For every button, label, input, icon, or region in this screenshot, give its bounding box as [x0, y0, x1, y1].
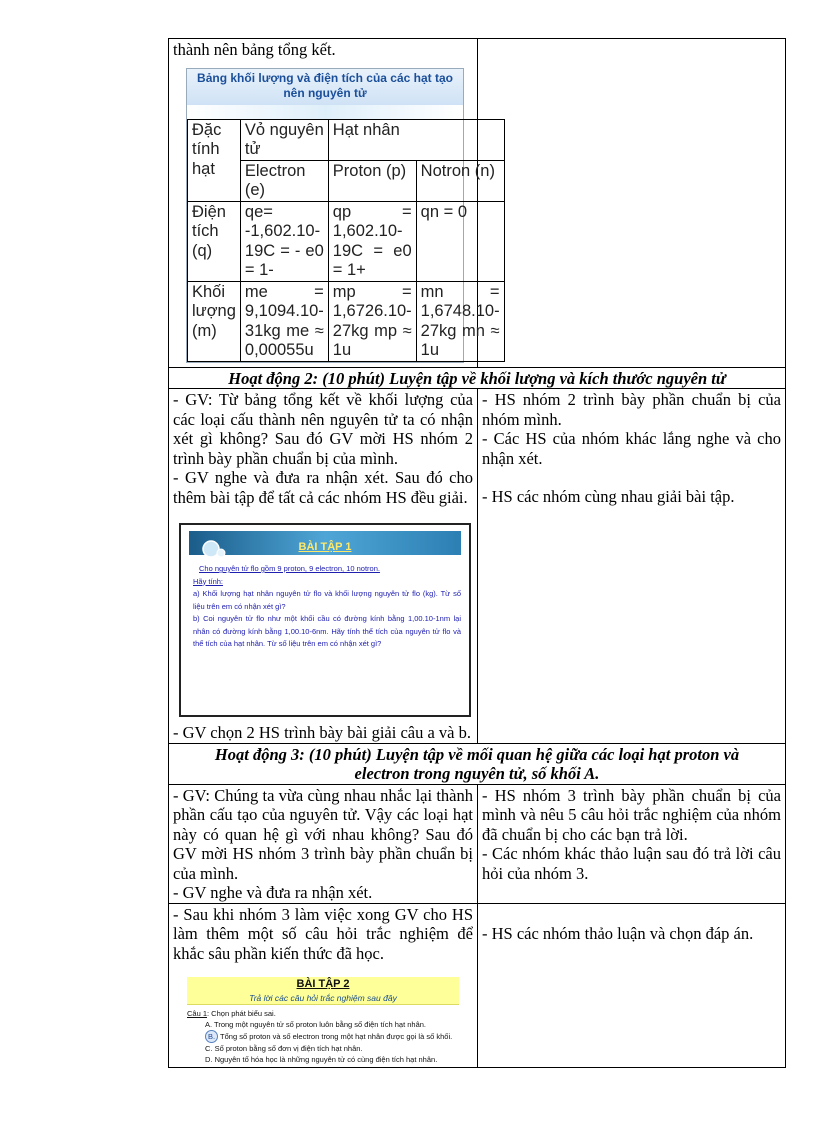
table-cell: me = 9,1094.10-31kg me ≈ 0,00055u: [240, 281, 328, 361]
paragraph: - HS nhóm 3 trình bày phần chuẩn bị của mình và nêu 5 câu hỏi trắc nghiệm của nhóm đã chuẩn bị cho các bạn trả lời.: [482, 785, 781, 844]
paragraph: thành nên bảng tổng kết.: [173, 40, 336, 59]
right-cell: [478, 784, 786, 903]
left-cell: [169, 784, 478, 903]
paragraph: - GV chọn 2 HS trình bày bài giải câu a và b.: [173, 723, 471, 742]
table-header: Notron (n): [416, 160, 504, 201]
lesson-table: [168, 38, 786, 1068]
slide-body: [193, 563, 461, 651]
answer-option: [187, 1030, 459, 1043]
paragraph: - GV nghe và đưa ra nhận xét. Sau đó cho thêm bài tập để tất cả các nhóm HS đều giải.: [173, 468, 473, 507]
table-row: [169, 903, 786, 1068]
table-header: Vỏ nguyên tử: [240, 119, 328, 160]
table-row: [169, 389, 786, 744]
right-cell: [478, 903, 786, 1068]
right-cell: [478, 39, 786, 368]
table-cell: qp = 1,602.10-19C = e0 = 1+: [328, 201, 416, 281]
paragraph: - GV nghe và đưa ra nhận xét.: [173, 883, 373, 902]
slide-line: b) Coi nguyên tử flo như một khối cầu có đường kính bằng 1,00.10-1nm lại nhân có đường kính bằng 1,00.10-6nm. Hãy tính thể tích của nguyên tử flo và thể tích của hạt nhân. Từ số liệu trên em có nhận xét gì?: [193, 614, 461, 648]
heading-line: electron trong nguyên tử, số khối A.: [354, 764, 600, 783]
table-cell: Điện tích (q): [188, 201, 241, 281]
table-header: Hạt nhân: [328, 119, 504, 160]
table-cell: qn = 0: [416, 201, 504, 281]
table-cell: mn = 1,6748.10-27kg mn ≈ 1u: [416, 281, 504, 361]
paragraph: - Các HS của nhóm khác lắng nghe và cho nhận xét.: [482, 429, 781, 468]
slide-line: Hãy tính:: [193, 576, 224, 586]
exercise-1-slide: [179, 523, 471, 717]
table-cell: mp = 1,6726.10-27kg mp ≈ 1u: [328, 281, 416, 361]
table-header: Electron (e): [240, 160, 328, 201]
table-row: [169, 39, 786, 368]
decorative-stripe: [187, 105, 463, 119]
heading-line: Hoạt động 3: (10 phút) Luyện tập về mối quan hệ giữa các loại hạt proton và: [214, 744, 740, 764]
left-cell: [169, 39, 500, 368]
table-cell: qe= -1,602.10-19C = - e0 = 1-: [240, 201, 328, 281]
paragraph: - GV: Chúng ta vừa cùng nhau nhắc lại thành phần cấu tạo của nguyên tử. Vậy các loại hạt này có quan hệ gì với nhau không? Sau đó GV mời HS nhóm 3 trình bày phần chuẩn bị của mình.: [173, 785, 473, 883]
answer-option: A. Trong một nguyên tử số proton luôn bằng số điện tích hạt nhân.: [205, 1020, 427, 1029]
paragraph: - HS nhóm 2 trình bày phần chuẩn bị của nhóm mình.: [482, 390, 781, 429]
table-header: Đặc tính hạt: [188, 119, 241, 201]
question-text: : Chọn phát biểu sai.: [207, 1009, 276, 1018]
left-cell: [169, 389, 478, 744]
activity-heading: Hoạt động 2: (10 phút) Luyện tập về khối lượng và kích thước nguyên tử: [169, 367, 786, 389]
slide-line: a) Khối lượng hạt nhân nguyên tử flo và khối lượng nguyên tử flo (kg). Từ số liệu trên em có nhận xét gì?: [193, 589, 461, 611]
selected-answer-mark: B.: [205, 1030, 218, 1043]
slide-title: BÀI TẬP 1: [298, 541, 352, 553]
table-row: [169, 743, 786, 784]
paragraph: - Các nhóm khác thảo luận sau đó trả lời câu hỏi của nhóm 3.: [482, 844, 781, 883]
table-row: [169, 367, 786, 389]
right-cell: [478, 389, 786, 744]
slide-line: Cho nguyên tử flo gồm 9 proton, 9 electron, 10 notron.: [199, 564, 380, 573]
answer-text: Tổng số proton và số electron trong một hạt nhân được gọi là số khối.: [220, 1032, 453, 1041]
paragraph: - HS các nhóm thảo luận và chọn đáp án.: [482, 923, 754, 943]
paragraph: - GV: Từ bảng tổng kết về khối lượng của các loại cấu thành nên nguyên tử ta có nhận xét gì không? Sau đó GV mời HS nhóm 2 trình bày phần chuẩn bị của mình.: [173, 390, 473, 468]
table-row: [169, 784, 786, 903]
table-cell: Khối lượng (m): [188, 281, 241, 361]
slide-subtitle: Trả lời các câu hỏi trắc nghiệm sau đây: [187, 992, 459, 1005]
paragraph: - HS các nhóm cùng nhau giải bài tập.: [482, 487, 735, 506]
table-header: Proton (p): [328, 160, 416, 201]
question: [187, 1008, 459, 1019]
paragraph: - Sau khi nhóm 3 làm việc xong GV cho HS làm thêm một số câu hỏi trắc nghiệm để khắc sâu phần kiến thức đã học.: [173, 904, 473, 963]
left-cell: [169, 903, 478, 1068]
slide-title: BÀI TẬP 2: [187, 977, 459, 992]
question-label: Câu 1: [187, 1009, 208, 1018]
slide-title: Bảng khối lượng và điện tích của các hạt tạo nên nguyên tử: [187, 69, 463, 105]
activity-heading: [169, 743, 786, 784]
answer-option: C. Số proton bằng số đơn vị điện tích hạt nhân.: [205, 1044, 363, 1053]
particle-table: [187, 119, 505, 362]
mass-charge-table-image: [186, 68, 500, 363]
slide-title-band: [189, 531, 461, 555]
exercise-2-slide: [187, 977, 459, 1065]
answer-option: D. Nguyên tố hóa học là những nguyên tử có cùng điện tích hạt nhân.: [205, 1055, 438, 1064]
lesson-plan-page: [168, 38, 786, 1068]
